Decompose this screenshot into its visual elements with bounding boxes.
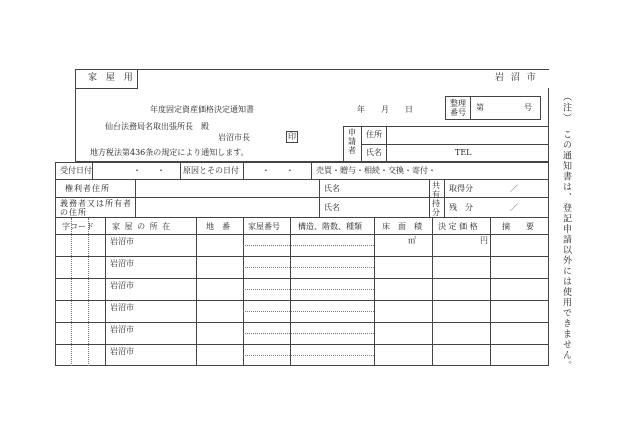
row-sep-3 xyxy=(55,300,549,301)
header-left-border xyxy=(75,69,76,89)
uketsuke-divider xyxy=(92,162,93,180)
row-sep-2 xyxy=(55,278,549,279)
reception-row xyxy=(55,162,549,180)
kyoyu-divider-right xyxy=(444,180,445,218)
seal-mark: 印 xyxy=(288,132,296,141)
area-unit: ㎡ xyxy=(408,236,416,245)
header-location: 家 屋 の 所 在 xyxy=(112,222,172,231)
kaoku-label: 家 屋 用 xyxy=(88,73,136,83)
obligor-name-label: 氏名 xyxy=(324,203,340,212)
header-structure: 構造、階数、種類 xyxy=(298,222,362,231)
table-row-location: 岩沼市 xyxy=(110,259,134,268)
acquired-slash[interactable]: ／ xyxy=(510,184,518,193)
gen-in-divider-left xyxy=(180,162,181,180)
holder-address-label: 権利者住所 xyxy=(65,184,110,193)
table-row-location: 岩沼市 xyxy=(110,303,134,312)
reasons-text: 売買・贈与・相続・交換・寄付・ xyxy=(316,166,436,175)
gen-in-label: 原因とその日付 xyxy=(183,166,239,175)
kyoyu-label: 共有持分 xyxy=(432,181,440,217)
gen-in-divider-right xyxy=(243,162,244,180)
header-note: 摘 要 xyxy=(502,222,534,231)
row-6-dotline xyxy=(243,355,374,356)
mayor-label: 岩沼市長 xyxy=(218,133,250,142)
remaining-slash[interactable]: ／ xyxy=(510,203,518,212)
name-label: 氏名 xyxy=(366,148,382,157)
uketsuke-date[interactable]: ・ ・ xyxy=(133,166,165,175)
applicant-label: 申請者 xyxy=(348,128,356,155)
applicant-midline xyxy=(361,144,549,145)
seiri-no-field[interactable]: 第 号 xyxy=(476,103,532,112)
rights-midline xyxy=(55,197,549,198)
table-row-location: 岩沼市 xyxy=(110,237,134,246)
seiri-label: 整理番号 xyxy=(450,99,466,117)
header-area: 床 面 積 xyxy=(382,222,422,231)
table-row-location: 岩沼市 xyxy=(110,281,134,290)
table-row-location: 岩沼市 xyxy=(110,325,134,334)
uketsuke-label: 受付日付 xyxy=(60,166,92,175)
row-sep-4 xyxy=(55,322,549,323)
obligor-label: 義務者又は所有者の住所 xyxy=(60,199,132,217)
header-code: 字コード xyxy=(62,222,94,231)
row-sep-1 xyxy=(55,256,549,257)
header-label-divider xyxy=(137,69,138,89)
row-4-dotline xyxy=(243,311,374,312)
header-top-border xyxy=(75,69,549,70)
side-note: （注） この通知書は、登記申請以外には使用できません。 xyxy=(561,92,571,371)
row-2-dotline xyxy=(243,267,374,268)
reasons-divider xyxy=(311,162,312,180)
header-price: 決 定 価 格 xyxy=(438,222,478,231)
acquired-label: 取得分 xyxy=(449,184,473,193)
addressee: 仙台法務局名取出張所長 殿 xyxy=(105,122,209,131)
row-1-dotline xyxy=(243,245,374,246)
gen-in-date[interactable]: ・ ・ xyxy=(262,166,294,175)
law-text: 地方税法第436条の規定により通知します。 xyxy=(90,148,249,157)
remaining-label: 残 分 xyxy=(449,203,473,212)
kyoyu-divider-left xyxy=(429,180,430,218)
price-unit: 円 xyxy=(480,236,488,245)
row-5-dotline xyxy=(243,333,374,334)
seiri-divider xyxy=(470,96,471,120)
tel-label: TEL xyxy=(455,148,472,157)
table-row-location: 岩沼市 xyxy=(110,347,134,356)
row-sep-5 xyxy=(55,344,549,345)
header-kaoku-no: 家屋番号 xyxy=(248,222,280,231)
address-label: 住所 xyxy=(366,130,382,139)
notice-title: 年度固定資産価格決定通知書 xyxy=(150,105,254,114)
row-3-dotline xyxy=(243,289,374,290)
holder-name-label: 氏名 xyxy=(324,184,340,193)
date-label: 年 月 日 xyxy=(357,105,413,114)
rights-name-divider xyxy=(319,180,320,218)
city-label: 岩 沼 市 xyxy=(495,73,538,83)
rights-label-divider xyxy=(135,180,136,218)
applicant-field-divider xyxy=(386,126,387,162)
table-header-bottom xyxy=(55,234,549,235)
header-chiban: 地 番 xyxy=(206,222,230,231)
